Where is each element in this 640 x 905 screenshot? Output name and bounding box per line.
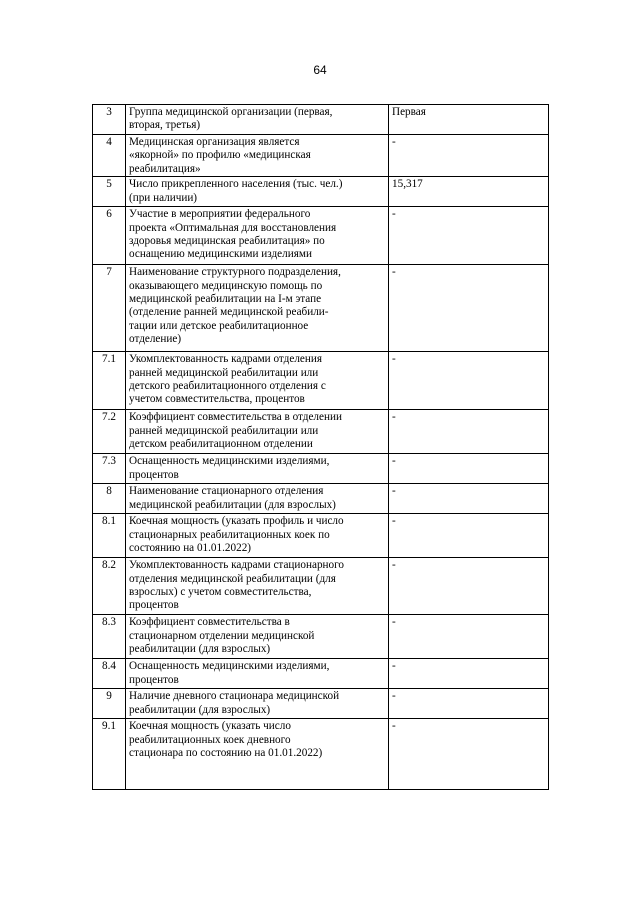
row-value-cell: - [389,410,549,454]
description-line: здоровья медицинская реабилитация» по [129,235,325,248]
description-line: реабилитация» [129,162,201,175]
row-number-cell: 8.3 [93,615,126,659]
row-number-cell: 8 [93,484,126,514]
description-line: медицинской реабилитации на I-м этапе [129,293,322,306]
table-row [93,454,549,484]
row-value-cell: 15,317 [389,177,549,207]
row-number-cell: 5 [93,177,126,207]
description-line: процентов [129,468,179,481]
description-line: учетом совместительства, процентов [129,393,305,406]
description-line: Укомплектованность кадрами отделения [129,353,322,366]
table-row [93,659,549,689]
row-description-cell [126,352,389,410]
description-line: ранней медицинской реабилитации или [129,366,319,379]
description-line: Коэффициент совместительства в [129,616,290,629]
description-line: тации или детское реабилитационное [129,319,309,332]
description-line: Коечная мощность (указать профиль и число [129,515,344,528]
table-row [93,265,549,352]
description-line: стационарных реабилитационных коек по [129,528,330,541]
row-description-cell [126,615,389,659]
description-line: реабилитации (для взрослых) [129,643,271,656]
row-number-cell: 8.1 [93,514,126,558]
data-table [92,104,549,790]
row-value-cell: - [389,484,549,514]
description-line: Оснащенность медицинскими изделиями, [129,660,330,673]
page-number: 64 [313,63,327,77]
table-row [93,410,549,454]
description-line: отделения медицинской реабилитации (для [129,572,336,585]
table-row [93,514,549,558]
table-body [93,105,549,790]
description-line: ранней медицинской реабилитации или [129,424,319,437]
description-line: Группа медицинской организации (первая, [129,106,333,118]
description-line: Медицинская организация является [129,136,300,148]
description-line: взрослых) с учетом совместительства, [129,586,312,599]
description-line: оснащению медицинскими изделиями [129,248,312,261]
description-line: проекта «Оптимальная для восстановления [129,221,337,234]
description-line: детском реабилитационном отделении [129,438,313,451]
description-line: процентов [129,599,179,612]
description-line: Коечная мощность (указать число [129,720,291,733]
row-description-cell [126,514,389,558]
description-line: Наименование структурного подразделения, [129,266,341,279]
description-line: процентов [129,673,179,686]
row-description-cell [126,659,389,689]
table-row [93,177,549,207]
description-line: вторая, третья) [129,119,201,132]
description-line: Укомплектованность кадрами стационарного [129,559,345,572]
description-line: стационара по состоянию на 01.01.2022) [129,747,323,760]
row-value-cell: - [389,135,549,177]
row-number-cell: 9.1 [93,719,126,790]
row-description-cell [126,689,389,719]
description-line: Участие в мероприятии федерального [129,208,311,221]
row-number-cell: 8.2 [93,558,126,615]
row-description-cell [126,177,389,207]
row-number-cell: 3 [93,105,126,135]
row-number-cell: 9 [93,689,126,719]
row-number-cell: 7.2 [93,410,126,454]
table-row [93,135,549,177]
description-line: Оснащенность медицинскими изделиями, [129,455,330,468]
description-line: реабилитационных коек дневного [129,733,291,746]
row-description-cell [126,135,389,177]
table-row [93,484,549,514]
table-row [93,615,549,659]
description-line: оказывающего медицинскую помощь по [129,279,323,292]
row-number-cell: 7.3 [93,454,126,484]
table-row [93,105,549,135]
row-description-cell [126,410,389,454]
row-value-cell: - [389,659,549,689]
description-line: состоянию на 01.01.2022) [129,542,252,555]
description-line: реабилитации (для взрослых) [129,703,271,716]
row-description-cell [126,558,389,615]
description-line: «якорной» по профилю «медицинская [129,149,311,162]
description-line: Наличие дневного стационара медицинской [129,690,340,703]
row-description-cell [126,454,389,484]
row-value-cell: Первая [389,105,549,135]
row-description-cell [126,484,389,514]
description-line: (отделение ранней медицинской реабили- [129,306,329,319]
row-value-cell: - [389,615,549,659]
row-number-cell: 7.1 [93,352,126,410]
row-description-cell [126,105,389,135]
row-value-cell: - [389,265,549,352]
row-value-cell: - [389,514,549,558]
row-value-cell: - [389,719,549,790]
row-description-cell [126,719,389,790]
row-number-cell: 4 [93,135,126,177]
row-number-cell: 8.4 [93,659,126,689]
row-value-cell: - [389,207,549,265]
row-value-cell: - [389,558,549,615]
table-row [93,352,549,410]
table-row [93,689,549,719]
description-line: (при наличии) [129,191,198,204]
row-value-cell: - [389,454,549,484]
row-value-cell: - [389,352,549,410]
description-line: стационарном отделении медицинской [129,629,315,642]
description-line: детского реабилитационного отделения с [129,380,326,393]
table-row [93,207,549,265]
description-line: медицинской реабилитации (для взрослых) [129,498,336,511]
row-description-cell [126,207,389,265]
row-number-cell: 7 [93,265,126,352]
table-row [93,558,549,615]
description-line: Число прикрепленного населения (тыс. чел.) [129,178,343,191]
row-value-cell: - [389,689,549,719]
row-number-cell: 6 [93,207,126,265]
description-line: Коэффициент совместительства в отделении [129,411,342,424]
table-row [93,719,549,790]
description-line: отделение) [129,333,182,346]
row-description-cell [126,265,389,352]
description-line: Наименование стационарного отделения [129,485,324,498]
